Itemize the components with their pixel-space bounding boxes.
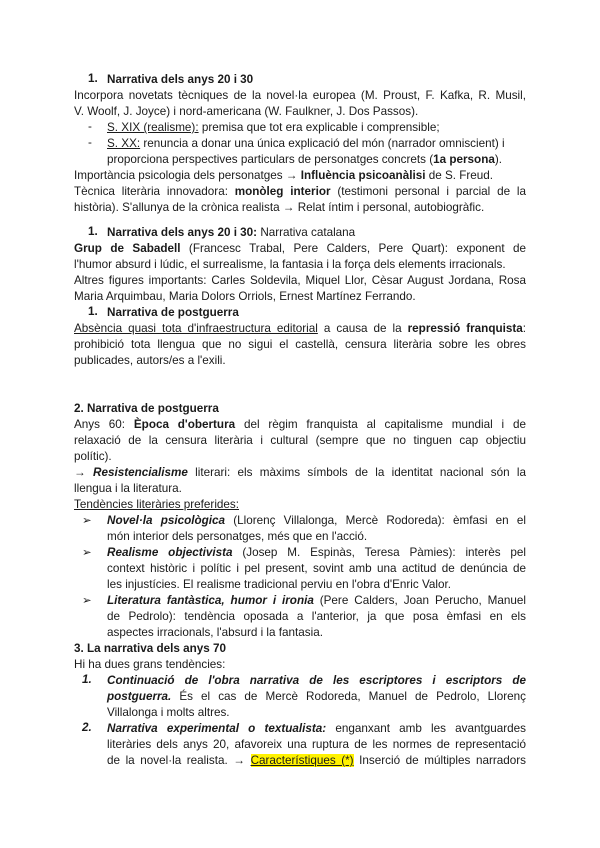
section-number: 1. <box>88 305 98 318</box>
text: del règim franquista al capitalisme mundial i de <box>235 418 526 431</box>
paragraph-line <box>74 241 526 257</box>
bullet-line-cont: de Pedrolo): tendència oposada a l'anterior, ja que posa èmfasi en els <box>107 610 526 623</box>
bullet-line-cont: les injustícies. El realisme tradicional perviu en l'obra d'Enric Valor. <box>107 578 451 591</box>
paragraph-line <box>74 184 526 200</box>
bold-text: Època d'obertura <box>133 418 236 431</box>
bullet-line <box>107 593 526 609</box>
text: literari: els màxims símbols de la identitat nacional són la <box>187 466 526 479</box>
paragraph-line: V. Woolf, J. Joyce) i nord-americana (W. Faulkner, J. Dos Passos). <box>74 105 419 118</box>
bold-text: 1a persona <box>433 153 495 166</box>
text: (Francesc Trabal, Pere Calders, Pere Quart): exponent de <box>180 242 526 255</box>
text: Inserció de múltiples narradors <box>353 754 526 767</box>
paragraph-line: Maria Arquimbau, Maria Dolors Orriols, Ernest Martínez Ferrando. <box>74 290 416 303</box>
list-line-cont: literàries dels anys 20, afavoreix una ruptura de les normes de representació <box>107 738 526 751</box>
heading-bold: Narrativa dels anys 20 i 30: <box>107 226 258 239</box>
list-line-cont <box>107 689 526 705</box>
arrow-bullet-icon: ➢ <box>82 514 92 527</box>
bold-text: Influència psicoanàlisi <box>300 169 426 182</box>
text: ). <box>494 153 502 166</box>
paragraph-line: polític). <box>74 450 112 463</box>
paragraph-line <box>74 168 493 184</box>
paragraph-line <box>74 417 526 433</box>
dash-bullet: - <box>88 120 92 133</box>
text: (Josep M. Espinàs, Teresa Pàmies): interès pel <box>232 546 526 559</box>
section-heading: 2. Narrativa de postguerra <box>74 402 219 415</box>
bold-italic-text: Novel·la psicològica <box>107 514 225 527</box>
bullet-line-cont: món interior dels personatges, més que en l'acció. <box>107 530 368 543</box>
underlined-text: Absència quasi tota d'infraestructura editorial <box>74 322 318 335</box>
text: proporciona perspectives particulars de personatges concrets ( <box>107 153 434 166</box>
bold-italic-text: Resistencialisme <box>93 466 188 479</box>
list-number: 1. <box>82 673 92 686</box>
highlighted-link[interactable]: Característiques (*) <box>250 754 354 767</box>
text: Anys 60: <box>74 418 134 431</box>
list-number: 2. <box>82 721 92 734</box>
section-heading: 3. La narrativa dels anys 70 <box>74 642 227 655</box>
list-line-cont <box>107 753 526 769</box>
section-heading: Narrativa dels anys 20 i 30 <box>107 73 254 86</box>
paragraph-line: Incorpora novetats tècniques de la novel·la europea (M. Proust, F. Kafka, R. Musil, <box>74 89 526 102</box>
text: (testimoni personal i parcial de la <box>330 185 526 198</box>
bold-text: monòleg interior <box>234 185 331 198</box>
text: enganxant amb les avantguardes <box>326 722 526 735</box>
paragraph-line: l'humor absurd i lúdic, el surrealisme, la fantasia i la força dels elements irracionals. <box>74 258 506 271</box>
list-line: Continuació de l'obra narrativa de les escriptores i escriptors de <box>107 674 526 687</box>
paragraph-line: publicades, autors/es a l'exili. <box>74 354 226 367</box>
dash-bullet: - <box>88 136 92 149</box>
arrow-bullet-icon: ➢ <box>82 594 92 607</box>
paragraph-line: història). S'allunya de la crònica realista → Relat íntim i personal, autobiogràfic. <box>74 201 485 214</box>
paragraph-line: llengua i la literatura. <box>74 482 182 495</box>
text: a causa de la <box>317 322 408 335</box>
bold-text: repressió franquista <box>407 322 523 335</box>
section-heading <box>107 225 355 241</box>
bold-italic-text: Narrativa experimental o textualista: <box>107 722 327 735</box>
text: de S. Freud. <box>425 169 494 182</box>
bullet-line-cont <box>107 152 502 168</box>
text: (Llorenç Villalonga, Mercè Rodoreda): èmfasi en el <box>225 514 526 527</box>
text: renuncia a donar una única explicació del món (narrador omniscient) i <box>140 137 505 150</box>
paragraph-line: Altres figures importants: Carles Soldevila, Miquel Llor, Cèsar August Jordana, Rosa <box>74 274 526 287</box>
text: (Pere Calders, Joan Perucho, Manuel <box>313 594 526 607</box>
text: premisa que tot era explicable i comprensible; <box>198 121 440 134</box>
text: Tècnica literària innovadora: <box>74 185 235 198</box>
bold-italic-text: postguerra. <box>107 690 172 703</box>
heading-rest: Narrativa catalana <box>257 226 356 239</box>
bullet-line-cont: aspectes irracionals, l'absurd i la fantasia. <box>107 626 323 639</box>
subheading-underlined: Tendències literàries preferides: <box>74 498 240 511</box>
bold-italic-text: Literatura fantàstica, humor i ironia <box>107 594 314 607</box>
section-heading: Narrativa de postguerra <box>107 306 239 319</box>
section-number: 1. <box>88 72 98 85</box>
arrow-bullet-icon: ➢ <box>82 546 92 559</box>
list-line <box>107 721 526 737</box>
bullet-line <box>107 513 526 529</box>
term: S. XX: <box>107 137 141 150</box>
arrow-text: → <box>74 466 93 479</box>
text: de la novel·la realista. → <box>107 754 251 767</box>
paragraph-line: prohibició tota llengua que no sigui el castellà, censura literària sobre les obres <box>74 338 526 351</box>
term: S. XIX (realisme): <box>107 121 199 134</box>
bullet-line-cont: context històric i polític i pel present, sovint amb una actitud de denúncia de <box>107 562 526 575</box>
text: Importància psicologia dels personatges → <box>74 169 301 182</box>
bullet-line <box>107 136 505 152</box>
text: És el cas de Mercè Rodoreda, Manuel de Pedrolo, Llorenç <box>171 690 526 703</box>
bullet-line <box>107 120 440 136</box>
bold-italic-text: Realisme objectivista <box>107 546 233 559</box>
bullet-line <box>107 545 526 561</box>
paragraph-line: relaxació de la censura literària i cultural (sempre que no tinguen cap objectiu <box>74 434 526 447</box>
list-line-cont: Villalonga i molts altres. <box>107 706 230 719</box>
section-number: 1. <box>88 225 98 238</box>
bold-text: Grup de Sabadell <box>74 242 181 255</box>
paragraph-line <box>74 465 526 481</box>
paragraph-line: Hi ha dues grans tendències: <box>74 658 226 671</box>
text: : <box>522 322 526 335</box>
paragraph-line <box>74 321 526 337</box>
